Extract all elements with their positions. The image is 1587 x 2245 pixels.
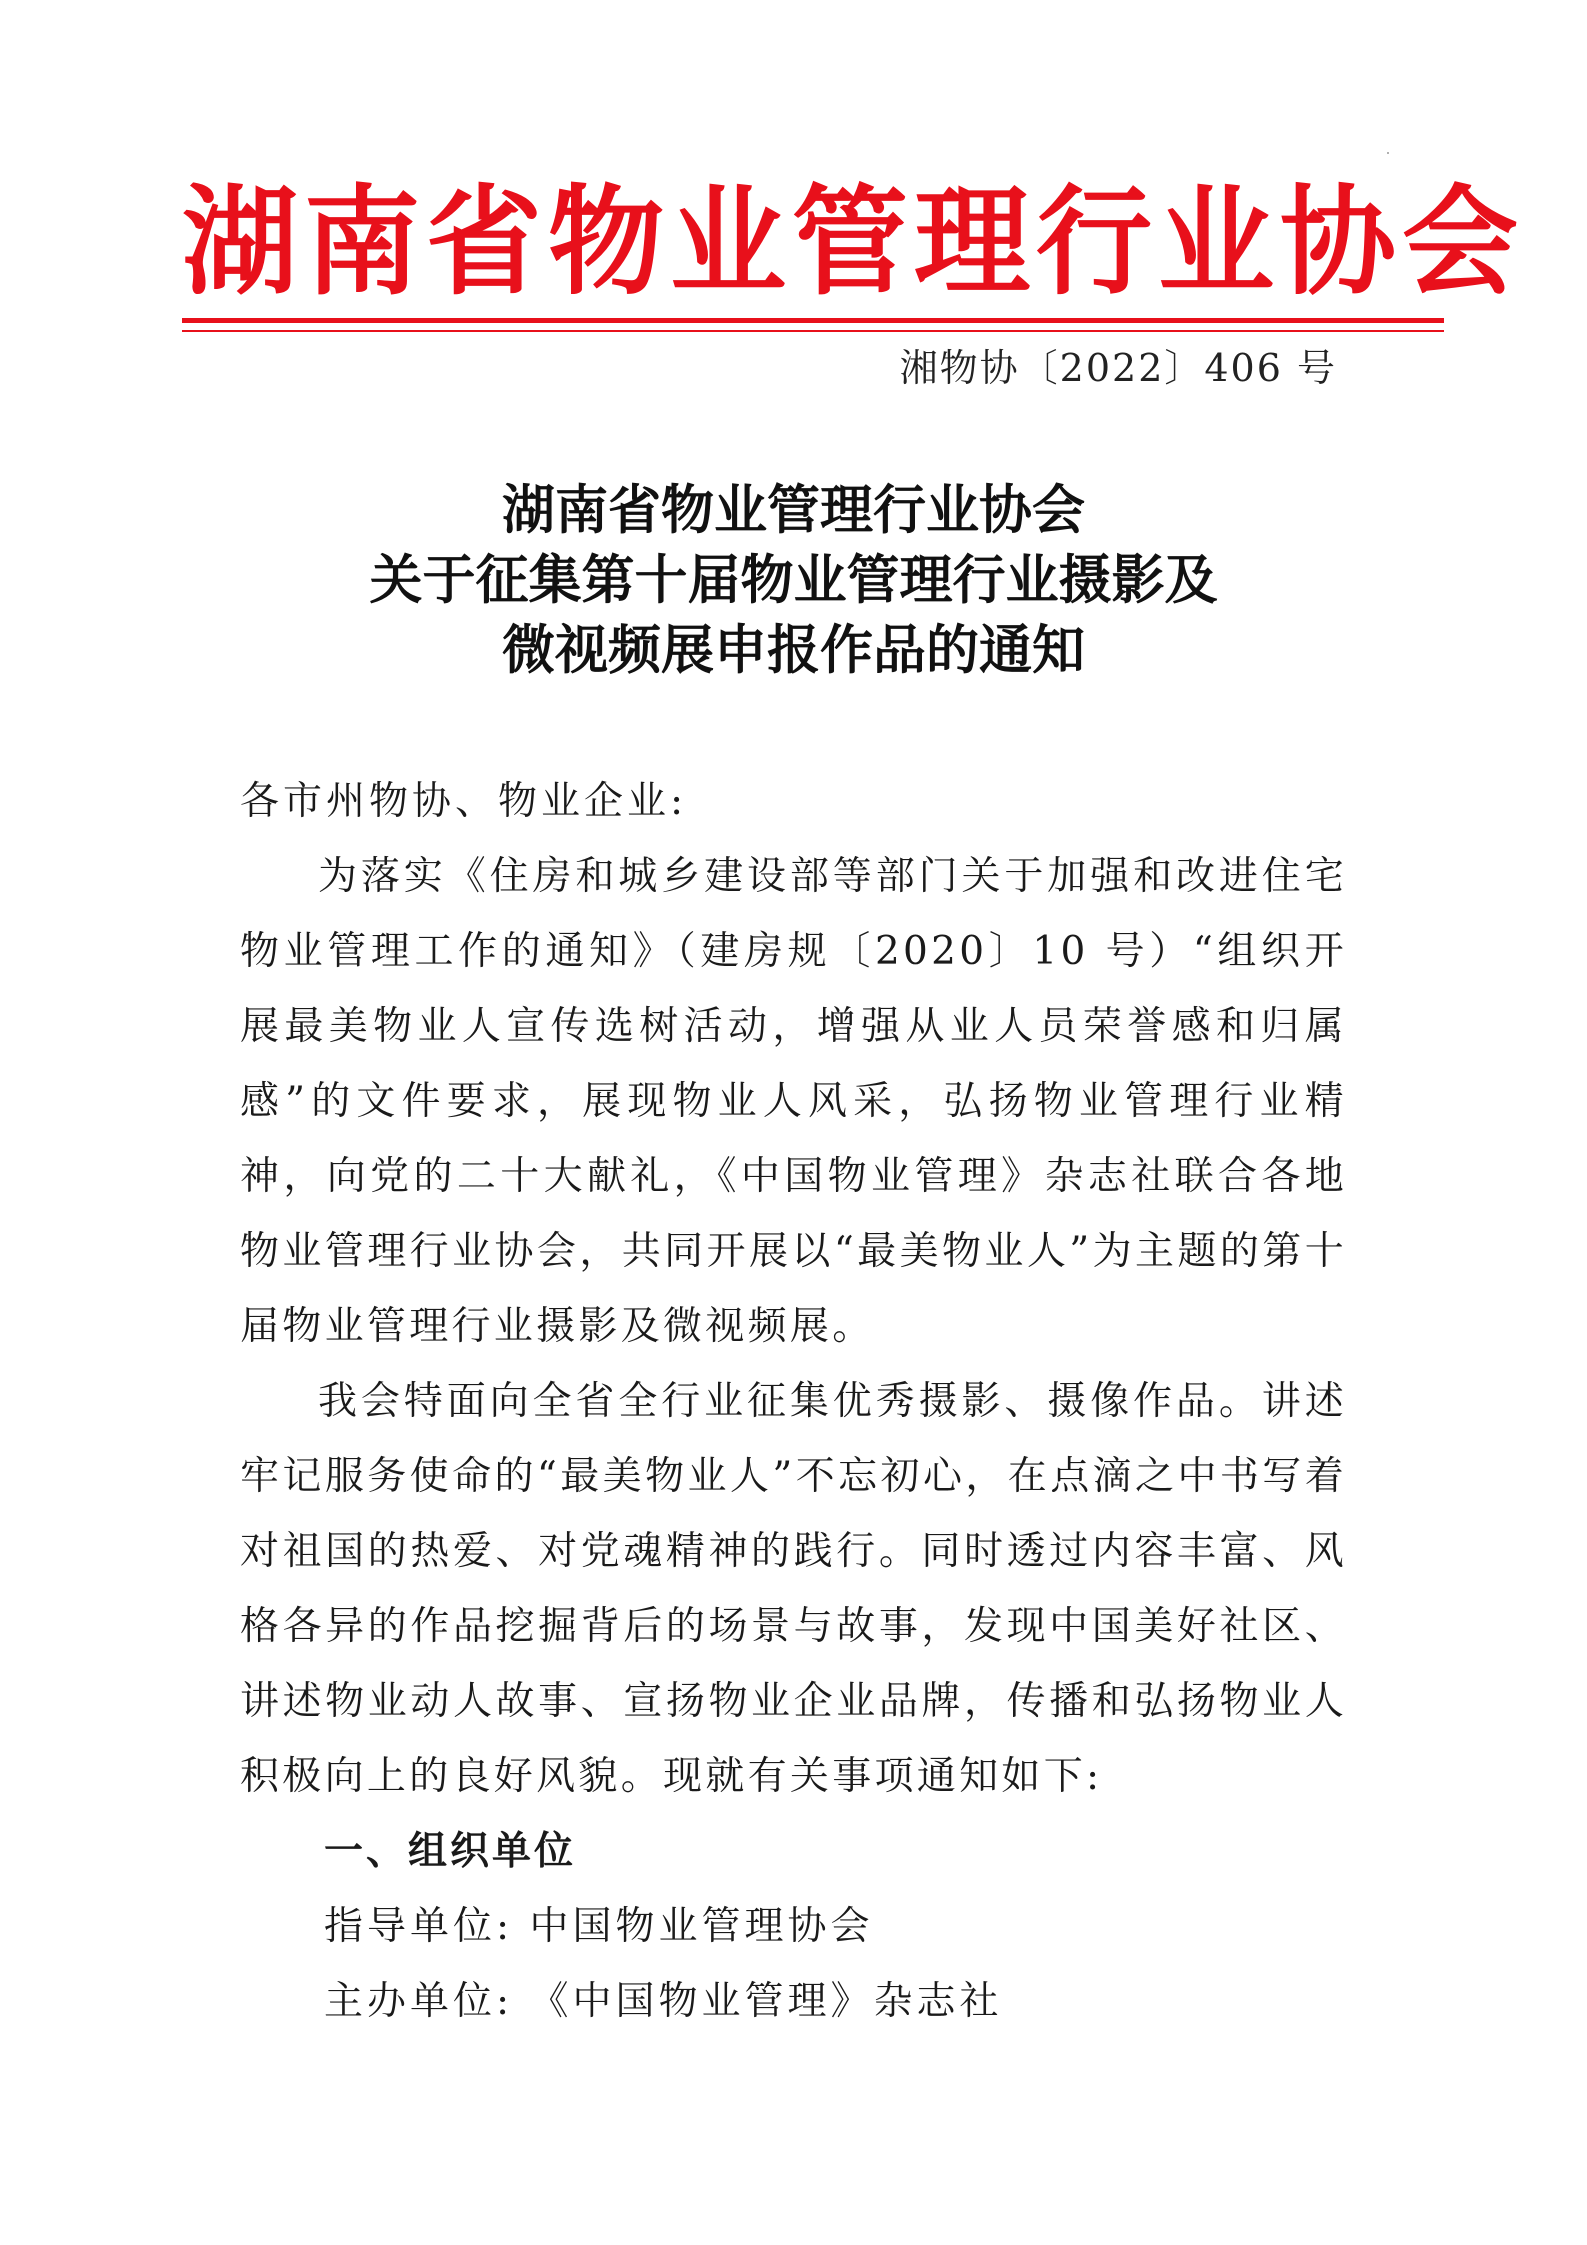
guiding-unit-line: 指导单位: 中国物业管理协会 xyxy=(324,1904,874,1949)
salutation: 各市州物协、物业企业: xyxy=(240,779,688,824)
document-title xyxy=(0,475,1587,685)
scan-speck xyxy=(1387,152,1389,154)
masthead-rule-thin xyxy=(182,330,1444,332)
body-paragraph-1: 为落实《住房和城乡建设部等部门关于加强和改进住宅物业管理工作的通知》（建房规〔2020〕10 号）“组织开展最美物业人宣传选树活动，增强从业人员荣誉感和归属感”的文件要求，展现物业人风采，弘扬物业管理行业精神，向党的二十大献礼，《中国物业管理》杂志社联合各地物业管理行业协会，共同开展以“最美物业人”为主题的第十届物业管理行业摄影及微视频展。 xyxy=(240,854,1347,1349)
document-number: 湘物协〔2022〕406 号 xyxy=(899,346,1337,390)
host-unit-line: 主办单位: 《中国物业管理》杂志社 xyxy=(324,1979,1003,2024)
section-heading-organizers: 一、组织单位 xyxy=(324,1829,577,1874)
title-line-2: 关于征集第十届物业管理行业摄影及 xyxy=(369,549,1218,611)
masthead-rule-thick xyxy=(182,318,1444,323)
document-body xyxy=(240,764,1347,2039)
body-paragraph-2: 我会特面向全省全行业征集优秀摄影、摄像作品。讲述牢记服务使命的“最美物业人”不忘初心，在点滴之中书写着对祖国的热爱、对党魂精神的践行。同时透过内容丰富、风格各异的作品挖掘背后的场景与故事，发现中国美好社区、讲述物业动人故事、宣扬物业企业品牌，传播和弘扬物业人积极向上的良好风貌。现就有关事项通知如下: xyxy=(240,1379,1347,1799)
title-line-3: 微视频展申报作品的通知 xyxy=(502,619,1085,681)
title-line-1: 湖南省物业管理行业协会 xyxy=(502,479,1085,541)
masthead-org-name: 湖南省物业管理行业协会 xyxy=(182,173,1524,312)
